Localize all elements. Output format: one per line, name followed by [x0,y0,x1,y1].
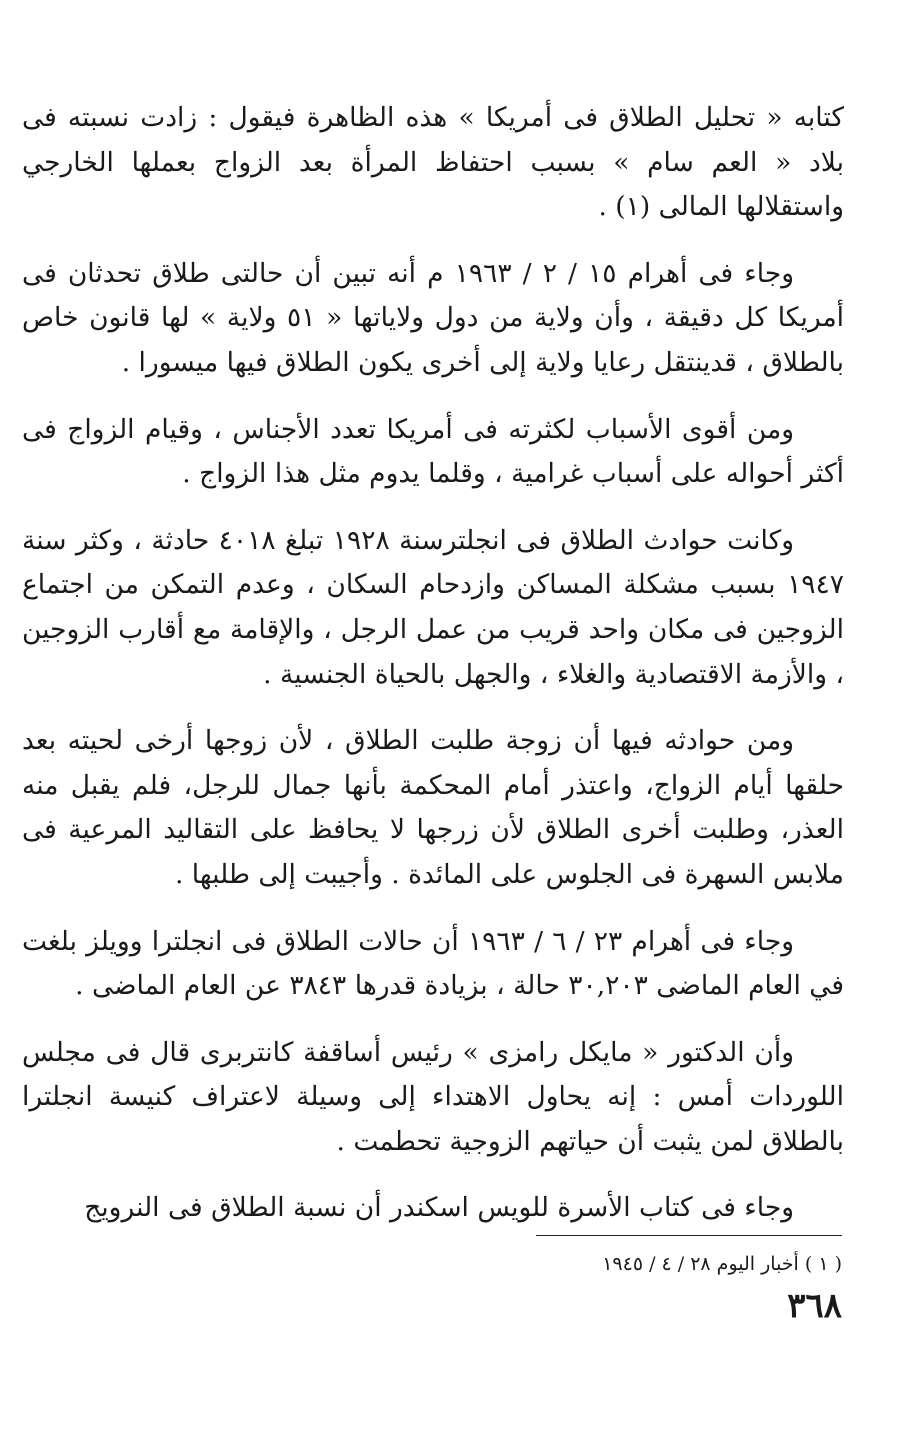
paragraph-1: كتابه « تحليل الطلاق فى أمريكا » هذه الظاهرة فيقول : زادت نسبته فى بلاد « العم سام » بسبب احتفاظ المرأة بعد الزواج بعملها الخارجي واستقلالها المالى (١) . [22,102,844,223]
paragraph-7: وأن الدكتور « مايكل رامزى » رئيس أساقفة كانتربرى قال فى مجلس اللوردات أمس : إنه يحاول الاهتداء إلى وسيلة لاعتراف كنيسة انجلترا بالطلاق لمن يثبت أن حياتهم الزوجية تحطمت . [22,1036,844,1157]
paragraph-8: وجاء فى كتاب الأسرة للويس اسكندر أن نسبة الطلاق فى النرويج [84,1192,794,1224]
paragraph-4: وكانت حوادث الطلاق فى انجلترسنة ١٩٢٨ تبلغ ٤٠١٨ حادثة ، وكثر سنة ١٩٤٧ بسبب مشكلة المساكن وازدحام السكان ، وعدم التمكن من اجتماع الزوجين فى مكان واحد قريب من عمل الرجل ، والإقامة مع أقارب الزوجين ، والأزمة الاقتصادية والغلاء ، والجهل بالحياة الجنسية . [22,524,844,690]
page-body-text [22,96,844,1253]
paragraph-6: وجاء فى أهرام ٢٣ / ٦ / ١٩٦٣ أن حالات الطلاق فى انجلترا وويلز بلغت في العام الماضى ٣٠,٢٠٣ حالة ، بزيادة قدرها ٣٨٤٣ عن العام الماضى . [22,925,844,1002]
footnote-divider [536,1235,842,1236]
paragraph-3: ومن أقوى الأسباب لكثرته فى أمريكا تعدد الأجناس ، وقيام الزواج فى أكثر أحواله على أسباب غرامية ، وقلما يدوم مثل هذا الزواج . [22,413,844,490]
page-number: ٣٦٨ [787,1286,842,1326]
footnote: ( ١ ) أخبار اليوم ٢٨ / ٤ / ١٩٤٥ [602,1253,842,1275]
paragraph-5: ومن حوادثه فيها أن زوجة طلبت الطلاق ، لأن زوجها أرخى لحيته بعد حلقها أيام الزواج، واعتذر أمام المحكمة بأنها جمال للرجل، فلم يقبل منه العذر، وطلبت أخرى الطلاق لأن زرجها لا يحافظ على التقاليد المرعية فى ملابس السهرة فى الجلوس على المائدة . وأجيبت إلى طلبها . [22,725,844,890]
paragraph-2: وجاء فى أهرام ١٥ / ٢ / ١٩٦٣ م أنه تبين أن حالتى طلاق تحدثان فى أمريكا كل دقيقة ، وأن ولاية من دول ولاياتها « ٥١ ولاية » لها قانون خاص بالطلاق ، قدينتقل رعايا ولاية إلى أخرى يكون الطلاق فيها ميسورا . [22,257,844,378]
